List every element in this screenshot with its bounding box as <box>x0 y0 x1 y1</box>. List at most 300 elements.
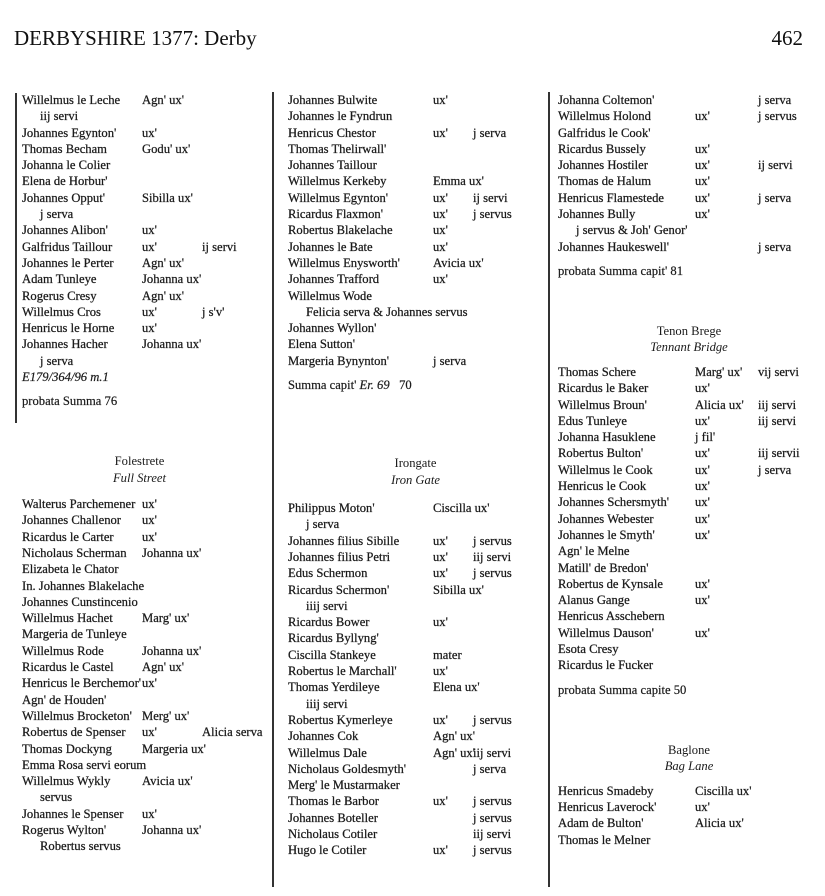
entry-name: Johannes Bully <box>558 207 636 222</box>
entry-household: ux' <box>695 381 710 396</box>
entry-row <box>288 320 543 336</box>
entry-row <box>558 413 820 429</box>
entry-row <box>288 728 543 744</box>
entry-name: Johannes Egynton' <box>22 125 117 140</box>
entry-name: Johannes le Smyth' <box>558 527 655 542</box>
entry-name: Johannes Webester <box>558 511 654 526</box>
entry-name: Johannes Cunstincenio <box>22 594 138 609</box>
entry-row <box>288 353 543 369</box>
entry-household: Alicia ux' <box>695 397 744 412</box>
entry-row <box>22 320 267 336</box>
entry-name: Hugo le Cotiler <box>288 843 367 858</box>
entry-row <box>558 625 820 641</box>
entry-row <box>22 529 267 545</box>
entry-row <box>288 157 543 173</box>
entry-servants: j servus <box>473 566 512 581</box>
entry-row <box>22 288 267 304</box>
street-name: Irongate <box>394 456 437 471</box>
entry-name: Henricus Asschebern <box>558 609 665 624</box>
entry-row <box>288 761 543 777</box>
entry-name: Agn' le Melne <box>558 544 630 559</box>
entry-continuation <box>288 304 543 320</box>
entry-household: ux' <box>142 304 157 319</box>
entry-row <box>22 304 267 320</box>
entry-household: ux' <box>433 207 448 222</box>
entry-row <box>288 271 543 287</box>
entry-household: Sibilla ux' <box>142 190 193 205</box>
entry-name: Willelmus Dale <box>288 745 367 760</box>
entry-household: ux' <box>695 158 710 173</box>
entry-name: Willelmus Kerkeby <box>288 174 387 189</box>
entry-row <box>558 92 820 108</box>
entry-household: ux' <box>433 566 448 581</box>
entry-household: ux' <box>433 615 448 630</box>
entry-row <box>288 92 543 108</box>
entry-household: ux' <box>142 529 157 544</box>
entry-row <box>558 560 820 576</box>
entry-name: Henricus le Cook <box>558 479 647 494</box>
entry-name: Henricus le Horne <box>22 321 115 336</box>
entry-name: Willelmus le Cook <box>558 462 653 477</box>
entry-name: Willelmus Wode <box>288 288 372 303</box>
entry-household: Johanna ux' <box>142 545 202 560</box>
entry-name: Johannes Bulwite <box>288 93 378 107</box>
entry-row <box>288 679 543 695</box>
street-name-english: Iron Gate <box>391 472 440 487</box>
entry-household: Agn' ux' <box>433 745 475 760</box>
entry-continuation <box>22 789 267 805</box>
entry-household: ux' <box>695 190 710 205</box>
entry-name: Johannes Wyllon' <box>288 321 377 336</box>
entry-row <box>558 445 820 461</box>
entry-row <box>288 206 543 222</box>
entry-name: Edus Schermon <box>288 566 368 581</box>
entry-name: Johannes Schersmyth' <box>558 495 670 510</box>
entry-name: Margeria de Tunleye <box>22 627 127 642</box>
entry-household: ux' <box>695 413 710 428</box>
entry-row <box>288 810 543 826</box>
entry-household: ux' <box>695 625 710 640</box>
entry-row <box>558 592 820 608</box>
section-total: probata Summa 76 <box>22 394 118 409</box>
entry-name: Robertus Bulton' <box>558 446 644 461</box>
street-name-english: Bag Lane <box>664 759 714 774</box>
street-name: Folestrete <box>114 454 165 469</box>
entry-row <box>558 815 820 831</box>
entry-household: Ciscilla ux' <box>433 501 490 516</box>
entry-name: Johannes Opput' <box>22 190 106 205</box>
entry-name: Johanna Hasuklene <box>558 430 656 445</box>
entry-name: Elena de Horbur' <box>22 174 108 189</box>
entry-row <box>22 659 267 675</box>
entry-name: Johannes Cok <box>288 729 359 744</box>
entry-row <box>288 777 543 793</box>
entry-household: ux' <box>142 125 157 140</box>
entry-name: Robertus de Spenser <box>22 725 126 740</box>
entry-continuation <box>22 353 267 369</box>
entry-row <box>288 663 543 679</box>
entry-row <box>558 380 820 396</box>
entry-household: ux' <box>433 843 448 858</box>
entry-note: j serva <box>40 353 74 368</box>
entry-row <box>558 429 820 445</box>
entry-note: j servus & Joh' Genor' <box>576 223 688 238</box>
entry-servants: j serva <box>473 761 507 776</box>
entry-name: Thomas Dockyng <box>22 741 112 756</box>
entry-row <box>22 692 267 708</box>
entry-servants: j servus <box>473 207 512 222</box>
street-name: Tenon Brege <box>656 323 722 338</box>
entry-household: ux' <box>433 223 448 238</box>
entry-servants: ij servi <box>473 190 508 205</box>
entry-household: Marg' ux' <box>142 611 190 626</box>
entry-household: ux' <box>142 497 157 512</box>
entry-row <box>22 675 267 691</box>
entry-servants: ij servi <box>202 239 237 254</box>
entry-list <box>22 496 267 855</box>
entry-household: Elena ux' <box>433 680 480 695</box>
entry-row <box>558 462 820 478</box>
entry-household: ux' <box>142 239 157 254</box>
entry-note: Robertus servus <box>40 839 121 854</box>
section-total: Summa capit' Er. 69 70 <box>288 378 412 393</box>
entry-household: ux' <box>433 794 448 809</box>
entry-row <box>22 594 267 610</box>
entry-name: Ricardus Flaxmon' <box>288 207 383 222</box>
entry-name: Johannes Alibon' <box>22 223 108 238</box>
entry-household: Alicia ux' <box>695 816 744 831</box>
entry-row <box>22 92 267 108</box>
entry-row <box>288 614 543 630</box>
entry-row <box>288 222 543 238</box>
entry-note: j serva <box>40 207 74 222</box>
entry-row <box>22 336 267 352</box>
entry-name: Thomas Thelirwall' <box>288 141 387 156</box>
entry-name: Johanna Coltemon' <box>558 93 655 107</box>
entry-household: ux' <box>433 664 448 679</box>
entry-servants: j serva <box>758 93 792 107</box>
entry-name: Elena Sutton' <box>288 337 355 352</box>
entry-row <box>288 647 543 663</box>
column-rule <box>272 92 274 887</box>
entry-row <box>288 500 543 516</box>
entry-household: ux' <box>433 125 448 140</box>
entry-name: Walterus Parchemener <box>22 497 136 512</box>
entry-name: Ricardus le Castel <box>22 660 114 675</box>
entry-name: Johannes Taillour <box>288 158 377 173</box>
entry-name: Thomas Becham <box>22 141 107 156</box>
entry-name: Henricus Flamestede <box>558 190 664 205</box>
entry-row <box>22 545 267 561</box>
entry-row <box>558 125 820 141</box>
entry-row <box>22 222 267 238</box>
entry-row <box>22 708 267 724</box>
entry-row <box>22 578 267 594</box>
entry-row <box>288 549 543 565</box>
entry-name: Ricardus le Fucker <box>558 658 654 673</box>
entry-household: ux' <box>142 725 157 740</box>
entry-row <box>288 239 543 255</box>
entry-name: Ricardus Bussely <box>558 141 646 156</box>
entry-row <box>558 397 820 413</box>
page-number: 462 <box>771 26 803 50</box>
entry-name: Johanna le Colier <box>22 158 111 173</box>
entry-name: Esota Cresy <box>558 642 619 657</box>
entry-name: Johannes Boteller <box>288 810 378 825</box>
entry-row <box>288 630 543 646</box>
entry-servants: iij servi <box>473 826 512 841</box>
section-heading <box>288 455 543 488</box>
entry-note: servus <box>40 790 73 805</box>
entry-name: Willelmus Holond <box>558 109 651 124</box>
entry-row <box>288 533 543 549</box>
entry-list <box>558 364 820 674</box>
reference: E179/364/96 m.1 <box>22 370 109 385</box>
entry-row <box>22 724 267 740</box>
entry-name: Ricardus Schermon' <box>288 582 390 597</box>
entry-household: ux' <box>695 527 710 542</box>
entry-name: Edus Tunleye <box>558 413 627 428</box>
entry-name: Ciscilla Stankeye <box>288 647 376 662</box>
entry-name: Elizabeta le Chator <box>22 562 119 577</box>
entry-row <box>558 364 820 380</box>
entry-name: Thomas le Melner <box>558 832 651 847</box>
entry-servants: iij servii <box>758 446 800 461</box>
entry-servants: iij servi <box>758 397 797 412</box>
entry-continuation <box>288 516 543 532</box>
entry-household: ux' <box>695 446 710 461</box>
entry-row <box>288 125 543 141</box>
entry-row <box>558 641 820 657</box>
entry-household: Agn' ux' <box>142 93 184 107</box>
entry-servants: j serva <box>758 190 792 205</box>
entry-household: Agn' ux' <box>433 729 475 744</box>
entry-row <box>22 496 267 512</box>
entry-row <box>22 239 267 255</box>
column-rule <box>548 92 550 887</box>
entry-row <box>558 173 820 189</box>
entry-name: Johannes le Spenser <box>22 806 124 821</box>
entry-servants: j servus <box>758 109 797 124</box>
section-total: probata Summa capit' 81 <box>558 263 684 278</box>
entry-name: Thomas Schere <box>558 364 636 379</box>
entry-servants: j serva <box>758 462 792 477</box>
entry-name: Nicholaus Scherman <box>22 545 127 560</box>
entry-row <box>22 141 267 157</box>
entry-row <box>558 608 820 624</box>
entry-household: mater <box>433 647 462 662</box>
entry-row <box>558 157 820 173</box>
entry-row <box>558 190 820 206</box>
entry-name: Willelmus Brocketon' <box>22 708 132 723</box>
entry-household: Marg' ux' <box>695 364 743 379</box>
entry-row <box>558 494 820 510</box>
page-title: DERBYSHIRE 1377: Derby <box>14 26 257 50</box>
entry-servants: j servus <box>473 533 512 548</box>
entry-row <box>22 610 267 626</box>
entry-household: ux' <box>433 712 448 727</box>
entry-list <box>22 92 267 369</box>
entry-row <box>558 239 820 255</box>
entry-row <box>288 336 543 352</box>
column-1 <box>22 92 267 855</box>
entry-household: Godu' ux' <box>142 141 191 156</box>
entry-household: ux' <box>695 799 710 814</box>
entry-row <box>288 173 543 189</box>
column-2 <box>288 92 543 859</box>
entry-name: Matill' de Bredon' <box>558 560 649 575</box>
entry-row <box>288 190 543 206</box>
entry-household: Avicia ux' <box>142 774 193 789</box>
entry-name: Willelmus Cros <box>22 304 101 319</box>
entry-name: Rogerus Wylton' <box>22 822 107 837</box>
entry-household: ux' <box>433 190 448 205</box>
entry-row <box>288 842 543 858</box>
entry-name: Ricardus Bower <box>288 615 370 630</box>
entry-row <box>288 582 543 598</box>
entry-row <box>22 626 267 642</box>
entry-row <box>288 141 543 157</box>
entry-household: ux' <box>142 676 157 691</box>
entry-name: Johannes filius Sibille <box>288 533 400 548</box>
entry-list <box>288 92 543 369</box>
entry-continuation <box>22 108 267 124</box>
entry-row <box>22 173 267 189</box>
entry-name: In. Johannes Blakelache <box>22 578 145 593</box>
entry-servants: j s'v' <box>202 304 225 319</box>
entry-row <box>288 826 543 842</box>
entry-household: ux' <box>695 207 710 222</box>
entry-household: Agn' ux' <box>142 255 184 270</box>
column-rule <box>15 93 17 423</box>
entry-household: j fil' <box>695 430 716 445</box>
entry-household: ux' <box>142 321 157 336</box>
section-heading <box>12 453 267 486</box>
entry-name: Thomas de Halum <box>558 174 652 189</box>
entry-row <box>22 773 267 789</box>
entry-servants: vij servi <box>758 364 799 379</box>
entry-household: ux' <box>433 272 448 287</box>
entry-name: Johannes filius Petri <box>288 549 391 564</box>
entry-list <box>288 500 543 859</box>
entry-continuation <box>288 696 543 712</box>
entry-household: Sibilla ux' <box>433 582 484 597</box>
entry-household: ux' <box>142 223 157 238</box>
entry-row <box>288 108 543 124</box>
entry-row <box>558 141 820 157</box>
entry-row <box>22 512 267 528</box>
entry-household: ux' <box>695 511 710 526</box>
entry-name: Thomas Yerdileye <box>288 680 380 695</box>
entry-servants: iij servi <box>758 413 797 428</box>
entry-name: Robertus de Kynsale <box>558 576 663 591</box>
entry-name: Willelmus Broun' <box>558 397 647 412</box>
entry-household: Johanna ux' <box>142 337 202 352</box>
entry-household: ux' <box>433 533 448 548</box>
entry-row <box>558 511 820 527</box>
entry-household: ux' <box>433 239 448 254</box>
entry-row <box>288 288 543 304</box>
entry-name: Ricardus le Carter <box>22 529 114 544</box>
entry-household: Emma ux' <box>433 174 484 189</box>
entry-row <box>22 255 267 271</box>
entry-household: ux' <box>695 495 710 510</box>
section-heading <box>558 742 820 775</box>
entry-row <box>558 799 820 815</box>
entry-household: Johanna ux' <box>142 643 202 658</box>
entry-note: iij servi <box>40 109 79 124</box>
entry-servants: ij servi <box>758 158 793 173</box>
entry-name: Alanus Gange <box>558 593 630 608</box>
entry-name: Galfridus le Cook' <box>558 125 651 140</box>
entry-row <box>22 741 267 757</box>
entry-name: Margeria Bynynton' <box>288 353 390 368</box>
entry-name: Rogerus Cresy <box>22 288 97 303</box>
entry-household: Agn' ux' <box>142 660 184 675</box>
entry-name: Robertus Blakelache <box>288 223 393 238</box>
entry-row <box>558 206 820 222</box>
entry-servants: j servus <box>473 794 512 809</box>
entry-household: Margeria ux' <box>142 741 206 756</box>
entry-household: Ciscilla ux' <box>695 783 752 798</box>
entry-continuation <box>558 222 820 238</box>
entry-row <box>558 657 820 673</box>
entry-name: Willelmus Dauson' <box>558 625 654 640</box>
entry-row <box>288 712 543 728</box>
entry-name: Thomas le Barbor <box>288 794 379 809</box>
entry-servants: iij servi <box>473 745 512 760</box>
entry-household: ux' <box>695 109 710 124</box>
entry-household: ux' <box>142 806 157 821</box>
entry-row <box>288 745 543 761</box>
entry-name: Agn' de Houden' <box>22 692 107 707</box>
entry-name: Johannes le Bate <box>288 239 373 254</box>
entry-household: ux' <box>695 576 710 591</box>
entry-household: ux' <box>695 462 710 477</box>
entry-name: Willelmus Wykly <box>22 774 111 789</box>
entry-name: Nicholaus Goldesmyth' <box>288 761 407 776</box>
entry-continuation <box>288 598 543 614</box>
entry-household: ux' <box>695 174 710 189</box>
entry-household: Johanna ux' <box>142 822 202 837</box>
entry-name: Willelmus Egynton' <box>288 190 389 205</box>
entry-household: ux' <box>433 93 448 107</box>
entry-note: iiij servi <box>306 696 348 711</box>
entry-note: Felicia serva & Johannes servus <box>306 304 468 319</box>
entry-name: Adam Tunleye <box>22 272 97 287</box>
entry-name: Merg' le Mustarmaker <box>288 778 400 793</box>
entry-row <box>22 643 267 659</box>
entry-household: Agn' ux' <box>142 288 184 303</box>
entry-row <box>558 783 820 799</box>
entry-row <box>22 190 267 206</box>
entry-row <box>22 822 267 838</box>
entry-name: Johannes Hostiler <box>558 158 648 173</box>
entry-household: ux' <box>433 549 448 564</box>
entry-name: Ricardus le Baker <box>558 381 649 396</box>
entry-row <box>558 108 820 124</box>
entry-note: iiij servi <box>306 598 348 613</box>
entry-note: j serva <box>306 517 340 532</box>
entry-name: Johannes le Fyndrun <box>288 109 393 124</box>
entry-list <box>558 92 820 255</box>
entry-row <box>22 271 267 287</box>
entry-name: Adam de Bulton' <box>558 816 644 831</box>
entry-name: Johannes Challenor <box>22 513 121 528</box>
entry-household: Avicia ux' <box>433 255 484 270</box>
column-3 <box>558 92 820 848</box>
entry-name: Ricardus Byllyng' <box>288 631 379 646</box>
